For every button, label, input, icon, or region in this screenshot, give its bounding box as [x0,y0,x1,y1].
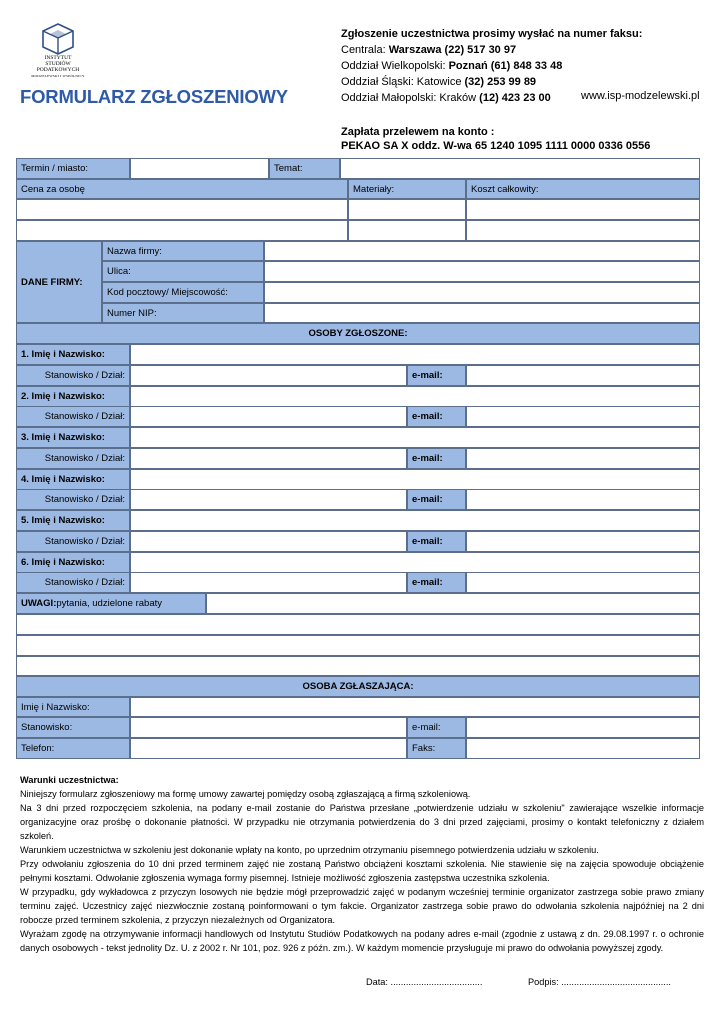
nazwa-firmy-input[interactable] [264,241,700,261]
fax-line-3: Oddział Śląski: Katowice (32) 253 99 89 [341,76,537,88]
terms-section [20,773,704,955]
ulica-input[interactable] [264,261,700,282]
zglaszajacy-email-label: e-mail: [407,717,466,738]
person-name-label: 5. Imię i Nazwisko: [16,510,130,531]
fax-line-1: Centrala: Warszawa (22) 517 30 97 [341,44,517,56]
person-name-label: 1. Imię i Nazwisko: [16,344,130,365]
dane-firmy-label: DANE FIRMY: [16,241,102,323]
osoba-zglaszajaca-header: OSOBA ZGŁASZAJĄCA: [16,676,700,697]
logo [30,22,86,84]
person-email-label: e-mail: [407,531,466,552]
person-position-label: Stanowisko / Dział: [16,489,130,510]
person-position-label: Stanowisko / Dział: [16,448,130,469]
materialy-label: Materiały: [348,179,466,199]
person-email-label: e-mail: [407,572,466,593]
terms-paragraph-2: Na 3 dni przed rozpoczęciem szkolenia, na podany e-mail zostanie do Państwa przesłane „potwierdzenie udziału w szkoleniu" zawierające wszelkie informacje organizacyjne oraz prośbę o dokonanie płatności. W przypadku nie otrzymania potwierdzenia do 3 dni przed zajęciami, prosimy o kontakt telefoniczny z działem szkoleń. [20,803,704,841]
cena-input-1[interactable] [16,199,348,220]
zglaszajacy-email-input[interactable] [466,717,700,738]
nip-label: Numer NIP: [102,303,264,323]
person-email-input[interactable] [466,572,700,593]
terms-paragraph-1: Niniejszy formularz zgłoszeniowy ma formę umowy zawartej pomiędzy osobą zgłaszającą a firmą szkoleniową. [20,789,471,799]
temat-input[interactable] [340,158,700,179]
person-position-input[interactable] [130,406,407,427]
person-name-label: 3. Imię i Nazwisko: [16,427,130,448]
terms-paragraph-3: Warunkiem uczestnictwa w szkoleniu jest dokonanie wpłaty na konto, po uprzednim otrzymaniu pisemnego potwierdzenia udziału w szkoleniu. [20,845,599,855]
person-name-label: 6. Imię i Nazwisko: [16,552,130,573]
person-name-input[interactable] [130,552,700,573]
signature-field[interactable]: Podpis: ........................................... [528,977,671,987]
fax-heading: Zgłoszenie uczestnictwa prosimy wysłać na numer faksu: [341,28,643,40]
uwagi-line-3[interactable] [16,656,700,676]
person-email-input[interactable] [466,406,700,427]
koszt-input-2[interactable] [466,220,700,241]
zglaszajacy-imie-input[interactable] [130,697,700,717]
payment-line-1: Zapłata przelewem na konto : [341,126,495,138]
person-email-input[interactable] [466,448,700,469]
person-email-input[interactable] [466,489,700,510]
uwagi-line-2[interactable] [16,635,700,656]
person-name-input[interactable] [130,427,700,448]
zglaszajacy-imie-label: Imię i Nazwisko: [16,697,130,717]
uwagi-line-1[interactable] [16,614,700,635]
nip-input[interactable] [264,303,700,323]
koszt-label: Koszt całkowity: [466,179,700,199]
person-position-input[interactable] [130,448,407,469]
person-name-input[interactable] [130,469,700,490]
logo-text-1: INSTYTUT [44,55,72,61]
person-position-label: Stanowisko / Dział: [16,406,130,427]
kod-pocztowy-input[interactable] [264,282,700,303]
cube-logo-icon [39,22,77,56]
terms-paragraph-5: W przypadku, gdy wykładowca z przyczyn losowych nie będzie mógł przeprowadzić zajęć w podanym wcześniej terminie organizator zastrzega sobie prawo zmiany terminu zajęć. Uczestnicy zajęć niezwłocznie zostaną poinformowani o tym fakcie. Organizator zastrzega sobie prawo do odwołania szkolenia najpóźniej na 2 dni robocze przed terminem szkolenia, z przyczyn niezależnych od Organizatora. [20,887,704,925]
person-position-input[interactable] [130,365,407,386]
telefon-input[interactable] [130,738,407,759]
terms-heading: Warunki uczestnictwa: [20,775,119,785]
materialy-input-1[interactable] [348,199,466,220]
payment-info [341,125,650,153]
person-position-input[interactable] [130,489,407,510]
uwagi-input[interactable] [206,593,700,614]
person-name-label: 4. Imię i Nazwisko: [16,469,130,490]
terms-paragraph-6: Wyrażam zgodę na otrzymywanie informacji handlowych od Instytutu Studiów Podatkowych na podany adres e-mail (zgodnie z ustawą z dn. 29.08.1997 r. o ochronie danych osobowych - tekst jednolity Dz. U. z 2002 r. Nr 101, poz. 926 z późn. zm.). W każdym momencie przysługuje mi prawo do odwołania powyższej zgody. [20,929,704,953]
faks-input[interactable] [466,738,700,759]
payment-line-2: PEKAO SA X oddz. W-wa 65 1240 1095 1111 0000 0336 0556 [341,140,651,152]
temat-label: Temat: [269,158,340,179]
person-name-label: 2. Imię i Nazwisko: [16,386,130,407]
person-position-input[interactable] [130,531,407,552]
logo-text-2: STUDIÓW [45,61,71,67]
materialy-input-2[interactable] [348,220,466,241]
kod-pocztowy-label: Kod pocztowy/ Miejscowość: [102,282,264,303]
person-name-input[interactable] [130,386,700,407]
person-email-label: e-mail: [407,406,466,427]
termin-input[interactable] [130,158,269,179]
person-email-input[interactable] [466,531,700,552]
date-field[interactable]: Data: .................................... [366,977,483,987]
person-email-label: e-mail: [407,489,466,510]
person-email-input[interactable] [466,365,700,386]
zglaszajacy-stanowisko-input[interactable] [130,717,407,738]
fax-line-4: Oddział Małopolski: Kraków (12) 423 23 00 [341,92,551,104]
telefon-label: Telefon: [16,738,130,759]
person-position-label: Stanowisko / Dział: [16,572,130,593]
cena-input-2[interactable] [16,220,348,241]
person-name-input[interactable] [130,344,700,365]
uwagi-label: UWAGI: pytania, udzielone rabaty [16,593,206,614]
website-link[interactable]: www.isp-modzelewski.pl [581,90,700,102]
person-position-label: Stanowisko / Dział: [16,531,130,552]
faks-label: Faks: [407,738,466,759]
nazwa-firmy-label: Nazwa firmy: [102,241,264,261]
fax-line-2: Oddział Wielkopolski: Poznań (61) 848 33 48 [341,60,563,72]
osoby-zgloszone-header: OSOBY ZGŁOSZONE: [16,323,700,344]
person-position-label: Stanowisko / Dział: [16,365,130,386]
logo-text-3: PODATKOWYCH [36,67,80,73]
zglaszajacy-stanowisko-label: Stanowisko: [16,717,130,738]
koszt-input-1[interactable] [466,199,700,220]
person-email-label: e-mail: [407,448,466,469]
page-title: FORMULARZ ZGŁOSZENIOWY [20,86,288,107]
person-name-input[interactable] [130,510,700,531]
terms-paragraph-4: Przy odwołaniu zgłoszenia do 10 dni przed terminem zajęć nie zostaną Państwo obciążeni kosztami szkolenia. Nie stawienie się na zajęcia spowoduje obciążenie pełnymi kosztami. Odwołanie zgłoszenia wymaga formy pisemnej. Istnieje możliwość zgłoszenia zastępstwa uczestnika szkolenia. [20,859,704,883]
cena-label: Cena za osobę [16,179,348,199]
termin-label: Termin / miasto: [16,158,130,179]
person-email-label: e-mail: [407,365,466,386]
ulica-label: Ulica: [102,261,264,282]
person-position-input[interactable] [130,572,407,593]
logo-text-4: MODZELEWSKI I WSPÓLNICY [31,74,85,78]
